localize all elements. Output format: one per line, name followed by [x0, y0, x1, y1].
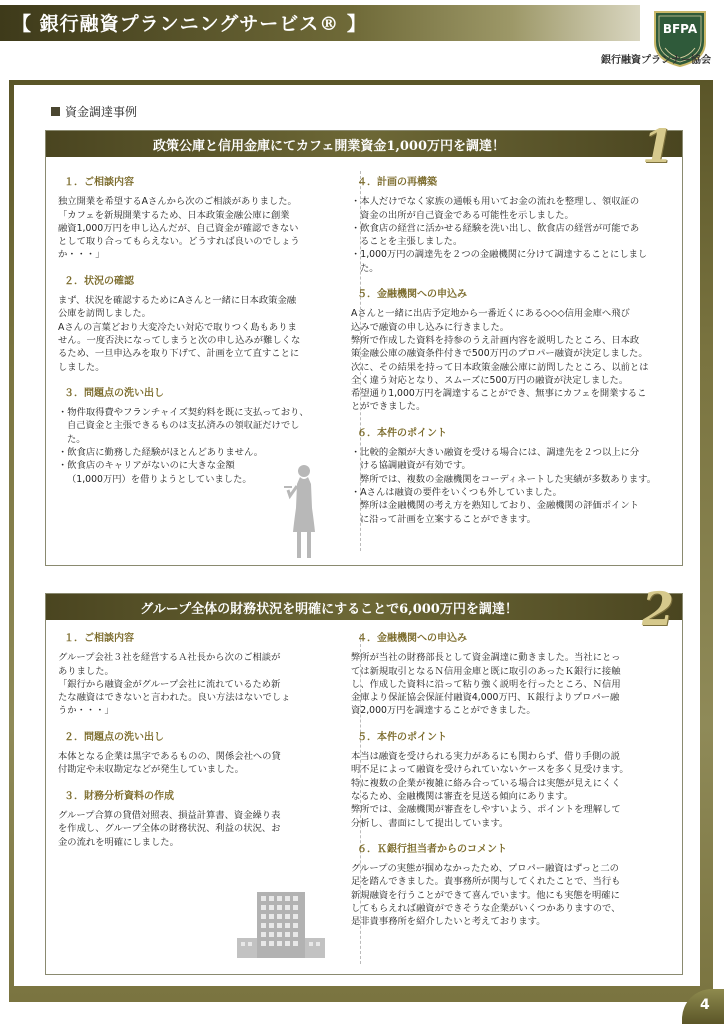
case1-left-column [58, 176, 350, 486]
case1-heading-status: ２．状況の確認 [64, 275, 134, 287]
document-title: 【 銀行融資プランニングサービス® 】 [12, 13, 367, 35]
case1-issue-item: ・飲食店のキャリアがないのに大きな金額 （1,000万円）を借りようとしていました。 [58, 460, 252, 485]
case2-title-band [46, 594, 682, 620]
case1-heading-replan: ４．計画の再構築 [357, 177, 437, 188]
case2-heading-comment: ６．Ｋ銀行担当者からのコメント [357, 843, 507, 855]
case2-heading-issues: ２．問題点の洗い出し [64, 731, 164, 743]
section-label-text: 資金調達事例 [65, 105, 138, 119]
case1-text-apply: Aさんと一緒に出店予定地から一番近くにある◇◇◇信用金庫へ飛び 込みで融資の申し込みに行きました。 弊所で作成した資料を持参のうえ計画内容を説明したところ、日本政 策金融公庫の融資条件付きで500万円のプロパー融資が決定しました。 次に、その結果を持って日本政策金融公庫に訪問したところ、以前とは 全く違う対応となり、スムーズに500万円の融資が決定しました。 希望通り1,000万円を調達することができ、無事にカフェを開業するこ とができました。 [351, 308, 649, 413]
case2-number: 2 [641, 582, 674, 636]
case1-issue-item: ・飲食店に勤務した経験がほとんどありません。 [58, 447, 264, 459]
square-bullet-icon [51, 107, 60, 116]
case1-text-consult: 独立開業を希望するAさんから次のご相談がありました。 「カフェを新規開業するため、日本政策金融公庫に創業 融資1,000万円を申し込んだが、自己資金が確認できない として取り合ってもらえない。どうすれば良いのでしょう か・・・」 [58, 196, 300, 261]
case2-text-issues: 本体となる企業は黒字であるものの、関係会社への貸 付勘定や未収勘定などが発生していました。 [58, 751, 281, 776]
case2-left-column [58, 632, 350, 862]
case1-replan-item: ・1,000万円の調達先を２つの金融機関に分けて調達することにしまし た。 [351, 249, 648, 274]
building-illustration-icon [235, 888, 327, 960]
case2-heading-points: ５．本件のポイント [357, 731, 447, 743]
case1-number: 1 [641, 119, 674, 173]
organization-name: 銀行融資プランナー協会 [601, 55, 711, 66]
case1-heading-issues: ３．問題点の洗い出し [64, 387, 164, 399]
case1-point-item: ・比較的金額が大きい融資を受ける場合には、調達先を２つ以上に分 ける協調融資が有効です。 弊所では、複数の金融機関をコーディネートした実績が多数あります。 [351, 447, 657, 485]
case2-text-apply: 弊所が当社の財務部長として資金調達に動きました。当社にとっ ては新規取引となるＮ信用金庫と既に取引のあったＫ銀行に接触 し、作成した資料に沿って粘り強く説明を行ったところ、Ｎ信用 金庫より保証協会保証付融資4,000万円、Ｋ銀行よりプロパー融 資2,000万円を調達することができました。 [351, 652, 621, 717]
case1-replan-item: ・飲食店の経営に活かせる経験を洗い出し、飲食店の経営が可能であ ることを主張しました。 [351, 222, 640, 248]
case2-heading-analysis: ３．財務分析資料の作成 [64, 790, 174, 802]
case1-replan-item: ・本人だけでなく家族の通帳も用いてお金の流れを整理し、領収証の 資金の出所が自己資金である可能性を示しました。 [351, 196, 640, 221]
case2-text-consult: グループ会社３社を経営するＡ社長から次のご相談が ありました。 「銀行から融資金がグループ会社に流れているため新 たな融資はできないと言われた。良い方法はないでしょ うか・・・」 [58, 652, 291, 717]
case1-text-status: まず、状況を確認するためにAさんと一緒に日本政策金融 公庫を訪問しました。 Aさんの言葉どおり大変冷たい対応で取りつく島もありま せん。一度否決になってしまうと次の申し込みが難しくな るため、一旦申込みを取り下げて、計画を立て直すことに しました。 [58, 295, 301, 373]
case2-title: グループ全体の財務状況を明確にすることで6,000万円を調達！ [140, 602, 518, 617]
logo-text: BFPA [662, 22, 698, 36]
case1-heading-points: ６．本件のポイント [357, 427, 447, 439]
case1-heading-consult: １．ご相談内容 [64, 177, 134, 188]
case1-title: 政策公庫と信用金庫にてカフェ開業資金1,000万円を調達！ [152, 139, 506, 154]
header [0, 0, 724, 78]
waitress-silhouette-icon [284, 462, 324, 562]
case1-title-band [46, 131, 682, 157]
case2-right-column [351, 632, 673, 942]
case1-point-item: ・Aさんは融資の要件をいくつも外していました。 弊所は金融機関の考え方を熟知しており、金融機関の評価ポイント に沿って計画を立案することができます。 [351, 486, 639, 525]
case1-box [45, 119, 683, 566]
case2-heading-consult: １．ご相談内容 [64, 633, 134, 644]
case1-right-column [351, 176, 673, 526]
case2-heading-apply: ４．金融機関への申込み [357, 633, 467, 644]
case1-heading-apply: ５．金融機関への申込み [357, 289, 467, 301]
case2-text-points: 本当は融資を受けられる実力があるにも関わらず、借り手側の説 明不足によって融資を受けられていないケースを多く見受けます。 特に複数の企業が複雑に絡み合っている場合は実態が見えにくく なるため、金融機関は審査を見送る傾向にあります。 弊所では、金融機関が審査をしやすいよう、ポイントを理解して 分析し、書面にして提出しています。 [351, 751, 629, 829]
page-number: 4 [700, 997, 710, 1013]
section-label [51, 103, 137, 120]
case2-box [45, 582, 683, 975]
case1-issue-item: ・物件取得費やフランチャイズ契約料を既に支払っており、 自己資金と主張できるものは支払済みの領収証だけでし た。 [58, 407, 309, 445]
case2-text-comment: グループの実態が掴めなかったため、プロパー融資はずっと二の 足を踏んできました。貴事務所が関与してくれたことで、当行も 新規融資を行うことができて喜んでいます。他にも実態を明確に してもらえれば融資ができそうな企業がいくつかありますので、 是非貴事務所を紹介したいと考えております。 [351, 863, 621, 928]
case2-text-analysis: グループ合算の貸借対照表、損益計算書、資金繰り表 を作成し、グループ全体の財務状況、利益の状況、お 金の流れを明確にしました。 [58, 809, 281, 848]
title-band [0, 5, 640, 41]
